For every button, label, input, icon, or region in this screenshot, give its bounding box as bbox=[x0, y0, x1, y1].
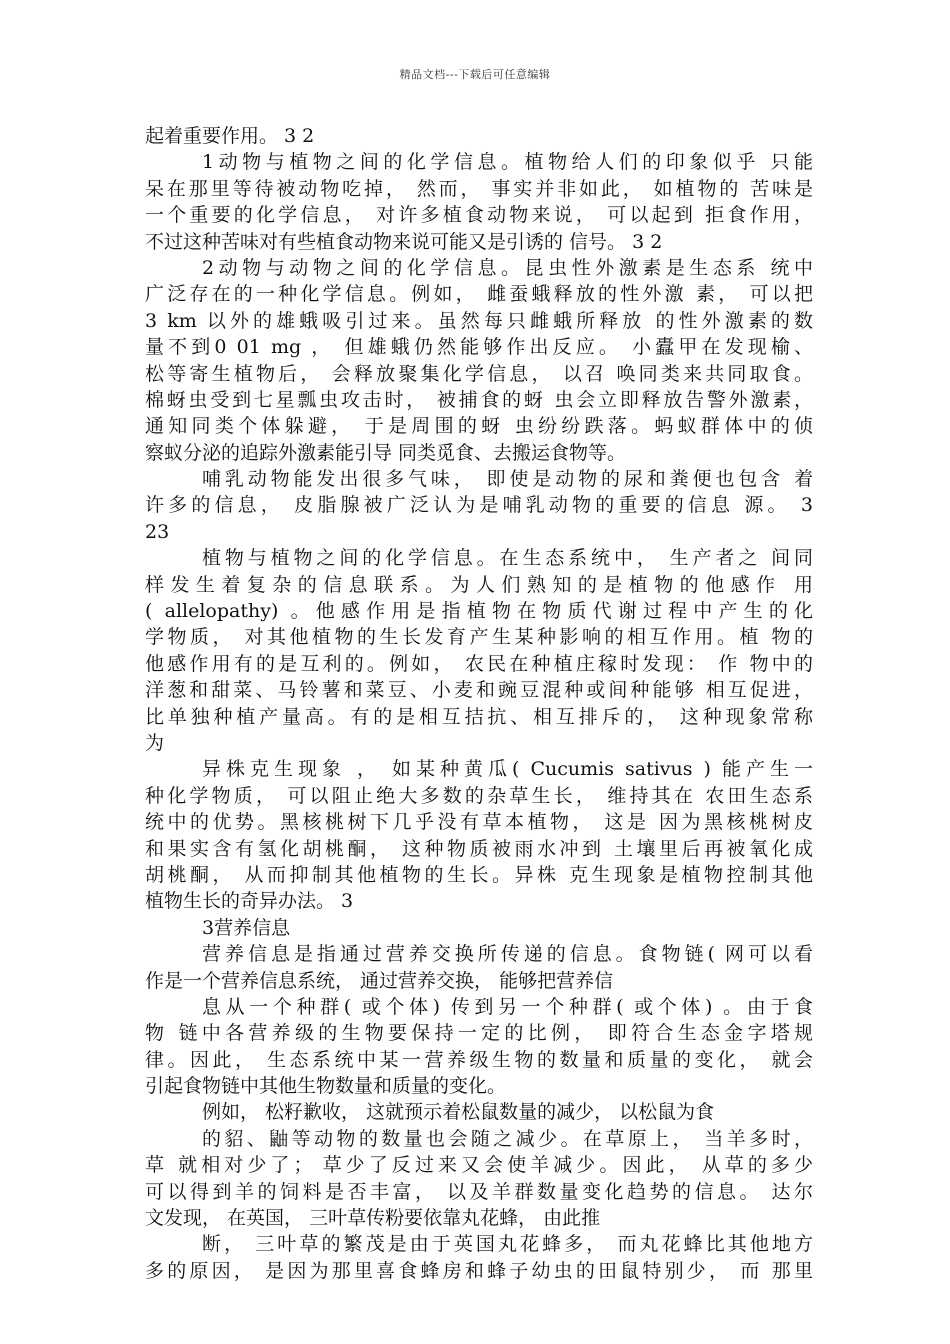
text-line: 统中的优势。黑核桃树下几乎没有草本植物， 这是 因为黑核桃树皮 bbox=[145, 811, 813, 834]
text-line: ( allelopathy) 。他感作用是指植物在物质代谢过程中产生的化 bbox=[145, 600, 813, 623]
text-line: 营养信息是指通过营养交换所传递的信息。食物链( 网可以看 bbox=[202, 943, 813, 966]
text-line: 棉蚜虫受到七星瓢虫攻击时， 被捕食的蚜 虫会立即释放告警外激素， bbox=[145, 388, 813, 411]
text-line: 可以得到羊的饲料是否丰富， 以及羊群数量变化趋势的信息。 达尔 bbox=[145, 1180, 813, 1203]
text-line: 植物生长的奇异办法。 3 bbox=[145, 890, 354, 913]
text-line: 23 bbox=[145, 520, 170, 543]
text-line: 草 就相对少了； 草少了反过来又会使羊减少。因此， 从草的多少 bbox=[145, 1154, 813, 1177]
text-line: 起着重要作用。 3 2 bbox=[145, 125, 315, 147]
text-line: 多的原因， 是因为那里喜食蜂房和蜂子幼虫的田鼠特别少， 而 那里 bbox=[145, 1259, 813, 1282]
text-line: 样发生着复杂的信息联系。为人们熟知的是植物的他感作 用 bbox=[145, 573, 813, 596]
text-line: 3 km 以外的雄蛾吸引过来。虽然每只雌蛾所释放 的性外激素的数 bbox=[145, 309, 813, 332]
text-line: 不过这种苦味对有些植食动物来说可能又是引诱的 信号。 3 2 bbox=[145, 230, 663, 253]
text-line: 物 链中各营养级的生物要保持一定的比例， 即符合生态金字塔规 bbox=[145, 1022, 813, 1045]
text-line: 为 bbox=[145, 731, 165, 754]
document-body bbox=[145, 123, 813, 1284]
text-line: 哺乳动物能发出很多气味， 即使是动物的尿和粪便也包含 着 bbox=[202, 468, 813, 491]
text-line: 引起食物链中其他生物数量和质量的变化。 bbox=[145, 1075, 507, 1098]
text-line: 例如， 松籽歉收， 这就预示着松鼠数量的减少， 以松鼠为食 bbox=[202, 1101, 715, 1124]
text-line: 学物质， 对其他植物的生长发育产生某种影响的相互作用。植 物的 bbox=[145, 626, 813, 649]
text-line: 异株克生现象 ， 如某种黄瓜( Cucumis sativus ) 能产生一 bbox=[202, 758, 813, 781]
text-line: 和果实含有氢化胡桃酮， 这种物质被雨水冲到 土壤里后再被氧化成 bbox=[145, 837, 813, 860]
text-line: 许多的信息， 皮脂腺被广泛认为是哺乳动物的重要的信息 源。 3 bbox=[145, 494, 813, 517]
text-line: 断， 三叶草的繁茂是由于英国丸花蜂多， 而丸花蜂比其他地方 bbox=[202, 1233, 813, 1256]
text-line: 广泛存在的一种化学信息。例如， 雌蚕蛾释放的性外激 素， 可以把 bbox=[145, 283, 813, 306]
text-line: 洋葱和甜菜、马铃薯和菜豆、小麦和豌豆混种或间种能够 相互促进， bbox=[145, 679, 813, 702]
text-line: 胡桃酮， 从而抑制其他植物的生长。异株 克生现象是植物控制其他 bbox=[145, 863, 813, 886]
text-line: 1动物与植物之间的化学信息。植物给人们的印象似乎 只能 bbox=[202, 151, 813, 174]
text-line: 文发现， 在英国， 三叶草传粉要依靠丸花蜂， 由此推 bbox=[145, 1207, 601, 1230]
text-line: 量不到0 01 mg ， 但雄蛾仍然能够作出反应。 小蠹甲在发现榆、 bbox=[145, 336, 813, 359]
text-line: 他感作用有的是互利的。例如， 农民在种植庄稼时发现： 作 物中的 bbox=[145, 652, 813, 675]
text-line: 比单独种植产量高。有的是相互拮抗、相互排斥的， 这种现象常称 bbox=[145, 705, 813, 728]
text-line: 律。因此， 生态系统中某一营养级生物的数量和质量的变化， 就会 bbox=[145, 1048, 813, 1071]
text-line: 作是一个营养信息系统， 通过营养交换， 能够把营养信 bbox=[145, 969, 614, 992]
text-line: 3营养信息 bbox=[202, 916, 291, 939]
text-line: 种化学物质， 可以阻止绝大多数的杂草生长， 维持其在 农田生态系 bbox=[145, 784, 813, 807]
text-line: 呆在那里等待被动物吃掉， 然而， 事实并非如此， 如植物的 苦味是 bbox=[145, 177, 813, 200]
text-line: 通知同类个体躲避， 于是周围的蚜 虫纷纷跌落。蚂蚁群体中的侦 bbox=[145, 415, 813, 438]
text-line: 的貂、鼬等动物的数量也会随之减少。在草原上， 当羊多时， bbox=[202, 1127, 813, 1150]
text-line: 一个重要的化学信息， 对许多植食动物来说， 可以起到 拒食作用， bbox=[145, 204, 813, 227]
text-line: 植物与植物之间的化学信息。在生态系统中， 生产者之 间同 bbox=[202, 547, 813, 570]
text-line: 息从一个种群( 或个体) 传到另一个种群( 或个体) 。由于食 bbox=[202, 995, 813, 1018]
page-header: 精品文档---下载后可任意编辑 bbox=[399, 68, 551, 81]
text-line: 松等寄生植物后， 会释放聚集化学信息， 以召 唤同类来共同取食。 bbox=[145, 362, 813, 385]
text-line: 2动物与动物之间的化学信息。昆虫性外激素是生态系 统中 bbox=[202, 256, 813, 279]
text-line: 察蚁分泌的追踪外激素能引导 同类觅食、去搬运食物等。 bbox=[145, 441, 627, 464]
